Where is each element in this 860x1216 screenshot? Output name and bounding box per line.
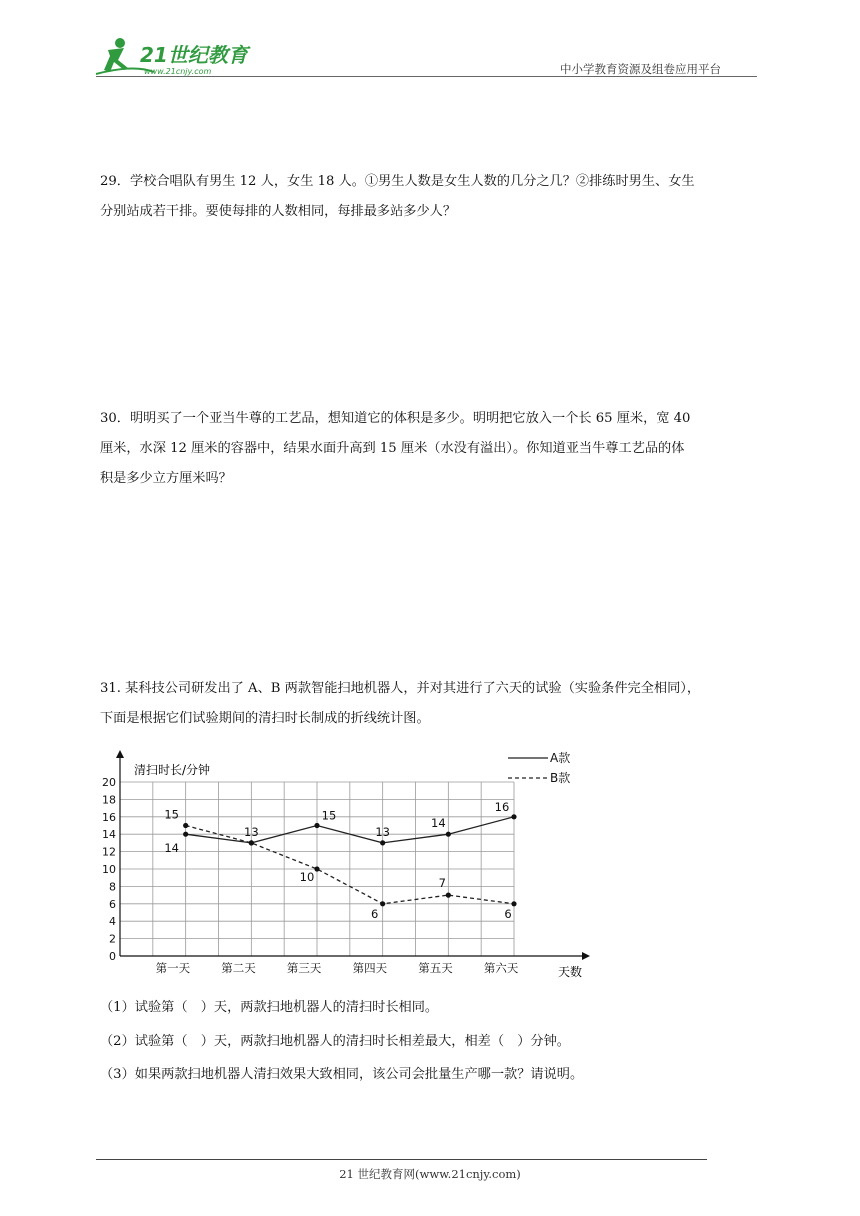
- footer-text: 21 世纪教育网(www.21cnjy.com): [339, 1167, 521, 1181]
- question-31-sub-1: （1）试验第（ ）天，两款扫地机器人的清扫时长相同。: [100, 1000, 439, 1015]
- y-tick-label: 4: [109, 915, 116, 929]
- x-tick-label: 第二天: [221, 961, 256, 975]
- question-31-sub-2: （2）试验第（ ）天，两款扫地机器人的清扫时长相差最大，相差（ ）分钟。: [100, 1034, 570, 1049]
- x-tick-label: 第六天: [483, 961, 519, 975]
- y-tick-label: 10: [102, 863, 116, 876]
- data-label: 15: [321, 808, 337, 823]
- y-tick-label: 12: [102, 845, 116, 859]
- y-tick-label: 0: [109, 950, 116, 963]
- logo-graphic: [94, 34, 264, 78]
- data-label: 10: [299, 870, 315, 884]
- data-point: [511, 814, 516, 819]
- question-30-line-3: 积是多少立方厘米吗？: [100, 471, 232, 486]
- question-29-line-1: 29．学校合唱队有男生 12 人，女生 18 人。①男生人数是女生人数的几分之几？②排练时男生、女生: [100, 174, 695, 189]
- logo-text: 21世纪教育: [140, 43, 248, 67]
- question-29: [100, 167, 760, 227]
- y-tick-label: 20: [102, 776, 116, 789]
- footer-divider: [96, 1159, 707, 1160]
- question-30-line-2: 厘米，水深 12 厘米的容器中，结果水面升高到 15 厘米（水没有溢出）。你知道亚当牛尊工艺品的体: [100, 441, 685, 456]
- data-label: 14: [431, 816, 446, 831]
- data-label: 16: [494, 799, 510, 814]
- x-axis-arrow: [582, 952, 590, 960]
- y-tick-label: 2: [109, 932, 116, 946]
- y-axis-arrow: [116, 750, 124, 758]
- legend-label: A款: [550, 751, 571, 765]
- data-point: [249, 840, 254, 845]
- data-point: [314, 823, 319, 828]
- question-29-line-2: 分别站成若干排。要使每排的人数相同，每排最多站多少人？: [100, 204, 457, 219]
- header-divider: [96, 76, 757, 77]
- chart-ylabel: 清扫时长/分钟: [134, 763, 211, 777]
- y-tick-label: 6: [109, 897, 116, 911]
- y-tick-label: 16: [102, 810, 116, 824]
- site-logo: [94, 34, 264, 78]
- x-tick-label: 第五天: [418, 961, 453, 975]
- data-point: [446, 893, 451, 898]
- line-chart: [96, 742, 596, 984]
- chart-xlabel: 天数: [558, 965, 583, 979]
- data-point: [380, 840, 385, 845]
- question-31: [100, 674, 760, 734]
- data-label: 13: [375, 824, 390, 839]
- data-label: 13: [244, 824, 259, 839]
- header-platform-text: 中小学教育资源及组卷应用平台: [560, 62, 721, 76]
- data-point: [380, 901, 385, 906]
- logo-url: www.21cnjy.com: [144, 67, 212, 76]
- data-label: 15: [164, 807, 179, 822]
- y-tick-label: 14: [102, 828, 116, 842]
- data-label: 6: [504, 906, 512, 921]
- question-30-line-1: 30．明明买了一个亚当牛尊的工艺品，想知道它的体积是多少。明明把它放入一个长 65 厘米，宽 40: [100, 411, 691, 426]
- data-point: [314, 866, 319, 871]
- legend-label: B款: [550, 771, 571, 785]
- data-label: 6: [371, 906, 379, 921]
- question-31-sub-3: （3）如果两款扫地机器人清扫效果大致相同，该公司会批量生产哪一款？请说明。: [100, 1067, 584, 1082]
- data-label: 7: [438, 876, 446, 891]
- data-point: [446, 832, 451, 837]
- x-tick-label: 第一天: [155, 961, 191, 975]
- data-point: [183, 832, 188, 837]
- y-tick-label: 8: [109, 880, 116, 894]
- y-tick-label: 18: [102, 793, 116, 807]
- data-label: 14: [164, 841, 179, 856]
- question-31-line-1: 31. 某科技公司研发出了 A、B 两款智能扫地机器人，并对其进行了六天的试验（实验条件完全相同），: [100, 681, 701, 696]
- question-30: [100, 404, 760, 494]
- x-tick-label: 第三天: [286, 961, 322, 975]
- data-point: [183, 823, 188, 828]
- question-31-line-2: 下面是根据它们试验期间的清扫时长制成的折线统计图。: [100, 711, 430, 726]
- data-point: [511, 901, 516, 906]
- x-tick-label: 第四天: [352, 961, 388, 975]
